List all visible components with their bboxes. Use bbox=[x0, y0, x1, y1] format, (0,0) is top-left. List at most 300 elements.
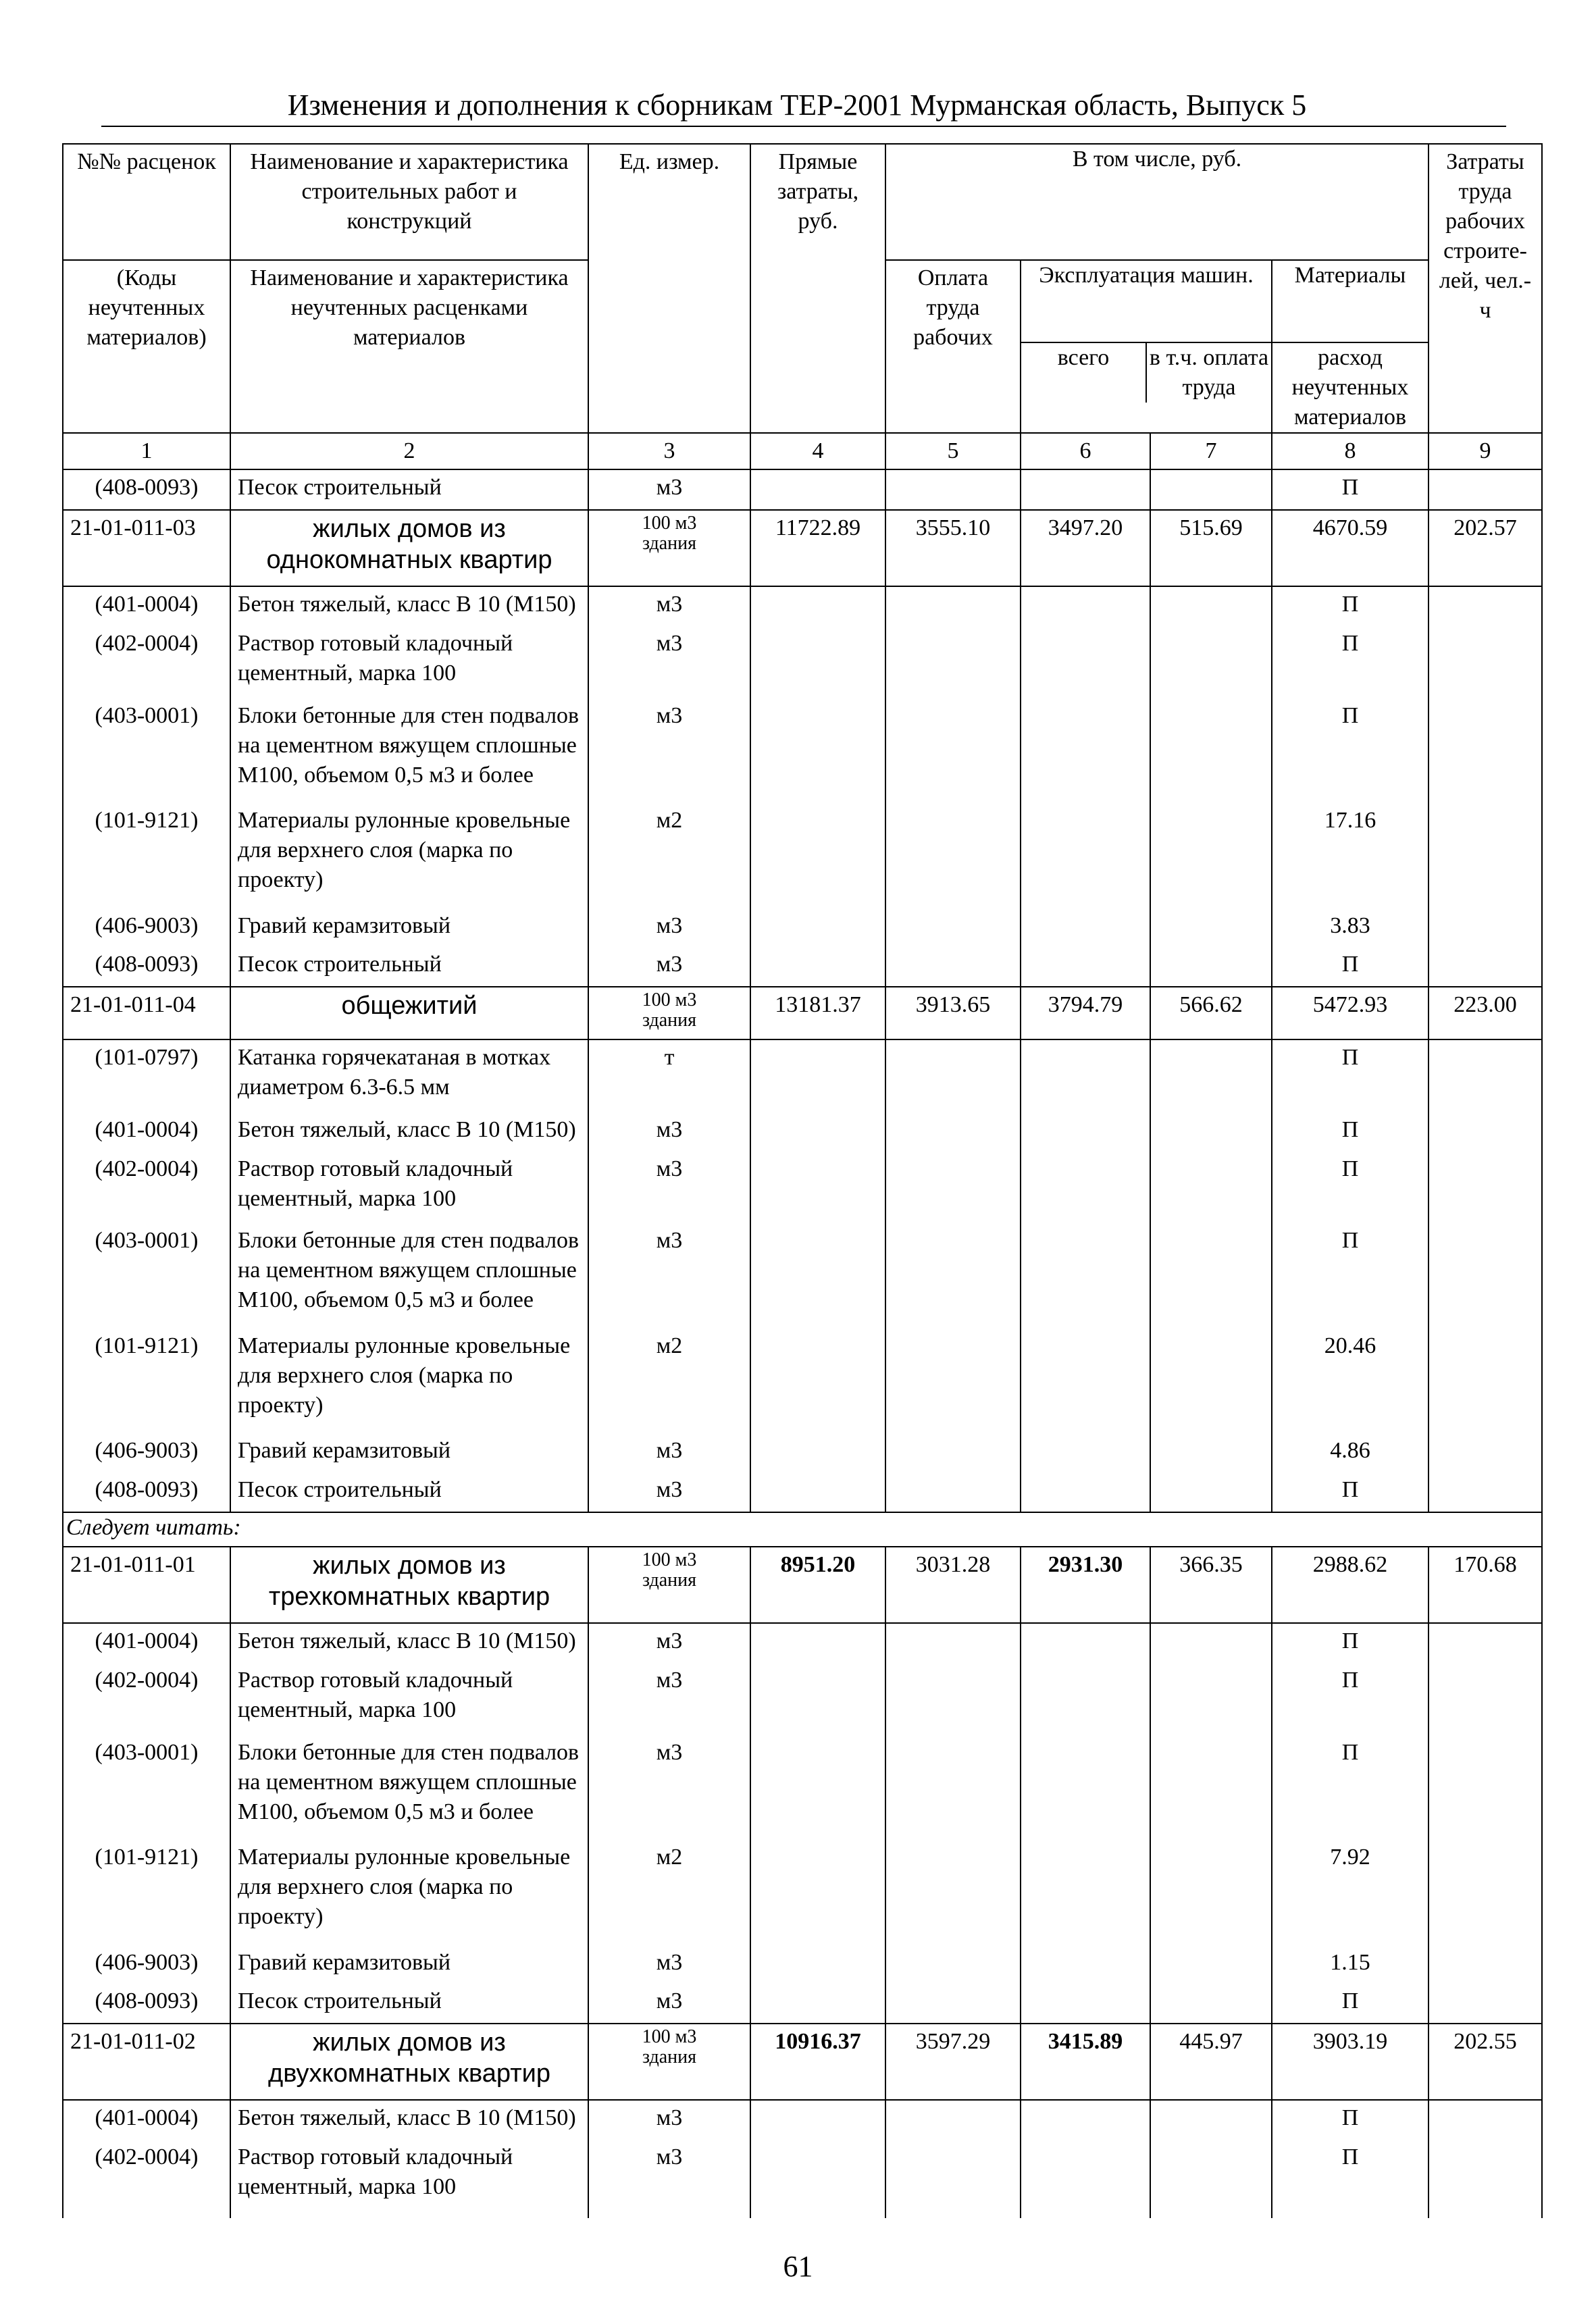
machines-labor-empty bbox=[1150, 2100, 1272, 2140]
column-number: 2 bbox=[230, 433, 588, 469]
machines-total-empty bbox=[1021, 1433, 1150, 1472]
machines-total-empty bbox=[1021, 1152, 1150, 1224]
direct-costs-empty bbox=[750, 626, 885, 698]
material-unit: м3 bbox=[588, 2140, 750, 2212]
rate-unit bbox=[588, 2024, 750, 2100]
machines-labor-empty bbox=[1150, 803, 1272, 908]
column-number: 5 bbox=[885, 433, 1021, 469]
machines-labor-empty bbox=[1150, 1984, 1272, 2024]
labor-hours-empty bbox=[1428, 1039, 1542, 1112]
machines-labor-empty bbox=[1150, 586, 1272, 626]
material-unit: м3 bbox=[588, 1152, 750, 1224]
material-row bbox=[63, 1840, 1542, 1945]
direct-costs-empty bbox=[750, 908, 885, 948]
material-row bbox=[63, 1112, 1542, 1152]
material-code: (401-0004) bbox=[63, 2100, 230, 2140]
labor-pay: 3913.65 bbox=[885, 987, 1021, 1039]
direct-costs-empty bbox=[750, 1223, 885, 1328]
direct-costs-empty bbox=[750, 586, 885, 626]
material-consumption: П bbox=[1272, 1472, 1428, 1512]
material-unit: м3 bbox=[588, 1433, 750, 1472]
rates-table bbox=[62, 143, 1543, 2218]
machines-total-empty bbox=[1021, 469, 1150, 510]
labor-pay-empty bbox=[885, 1663, 1021, 1735]
header-material-codes: (Коды неучтенных материалов) bbox=[63, 260, 230, 433]
rate-name bbox=[230, 1547, 588, 1623]
labor-hours-empty bbox=[1428, 803, 1542, 908]
material-consumption: П bbox=[1272, 626, 1428, 698]
material-code: (408-0093) bbox=[63, 1472, 230, 1512]
labor-pay-empty bbox=[885, 1223, 1021, 1328]
column-number: 1 bbox=[63, 433, 230, 469]
material-code: (402-0004) bbox=[63, 2140, 230, 2212]
direct-costs-empty bbox=[750, 1945, 885, 1984]
labor-pay-empty bbox=[885, 1945, 1021, 1984]
labor-pay: 3597.29 bbox=[885, 2024, 1021, 2100]
column-number: 4 bbox=[750, 433, 885, 469]
direct-costs-empty bbox=[750, 1039, 885, 1112]
material-code: (408-0093) bbox=[63, 1984, 230, 2024]
material-unit: м2 bbox=[588, 803, 750, 908]
direct-costs: 10916.37 bbox=[750, 2024, 885, 2100]
material-unit: м2 bbox=[588, 1840, 750, 1945]
machines-total-empty bbox=[1021, 1112, 1150, 1152]
material-consumption: П bbox=[1272, 1623, 1428, 1663]
rate-unit bbox=[588, 987, 750, 1039]
machines-labor: 366.35 bbox=[1150, 1547, 1272, 1623]
machines-labor-empty bbox=[1150, 469, 1272, 510]
machines-total-empty bbox=[1021, 1663, 1150, 1735]
labor-hours-empty bbox=[1428, 2140, 1542, 2212]
material-unit: м2 bbox=[588, 1329, 750, 1433]
material-consumption: П bbox=[1272, 2100, 1428, 2140]
rate-name-text: жилых домов из двухкомнатных квартир bbox=[268, 2028, 550, 2088]
machines-labor-empty bbox=[1150, 1223, 1272, 1328]
machines-total-empty bbox=[1021, 1329, 1150, 1433]
material-code: (101-9121) bbox=[63, 1840, 230, 1945]
machines-labor-empty bbox=[1150, 698, 1272, 803]
filler-cell bbox=[885, 2212, 1021, 2218]
labor-hours-empty bbox=[1428, 626, 1542, 698]
header-work-name: Наименование и характеристика строительных работ и конструкций bbox=[230, 144, 588, 260]
column-number: 8 bbox=[1272, 433, 1428, 469]
material-code: (406-9003) bbox=[63, 908, 230, 948]
material-row bbox=[63, 1223, 1542, 1328]
filler-cell bbox=[1428, 2212, 1542, 2218]
machines-labor-empty bbox=[1150, 1840, 1272, 1945]
material-row bbox=[63, 1984, 1542, 2024]
material-unit: м3 bbox=[588, 908, 750, 948]
material-name: Материалы рулонные кровельные для верхнего слоя (марка по проекту) bbox=[230, 803, 588, 908]
material-unit: м3 bbox=[588, 1623, 750, 1663]
material-code: (403-0001) bbox=[63, 698, 230, 803]
material-unit: м3 bbox=[588, 586, 750, 626]
material-code: (402-0004) bbox=[63, 1152, 230, 1224]
material-consumption: П bbox=[1272, 1735, 1428, 1840]
material-consumption: 17.16 bbox=[1272, 803, 1428, 908]
material-name: Бетон тяжелый, класс В 10 (М150) bbox=[230, 1112, 588, 1152]
material-code: (101-9121) bbox=[63, 803, 230, 908]
rate-code bbox=[63, 510, 230, 586]
header-rate-number: №№ расценок bbox=[63, 144, 230, 260]
labor-hours-empty bbox=[1428, 698, 1542, 803]
filler-cell bbox=[588, 2212, 750, 2218]
rate-row bbox=[63, 1547, 1542, 1623]
filler-cell bbox=[230, 2212, 588, 2218]
labor-pay-empty bbox=[885, 1112, 1021, 1152]
header-materials bbox=[1272, 260, 1428, 433]
material-unit: м3 bbox=[588, 1984, 750, 2024]
rate-row bbox=[63, 987, 1542, 1039]
machines-total-empty bbox=[1021, 2140, 1150, 2212]
direct-costs: 13181.37 bbox=[750, 987, 885, 1039]
note-text: Следует читать: bbox=[63, 1512, 1542, 1547]
rate-unit-object: здания bbox=[642, 1010, 697, 1031]
rate-code-text: 21-01-011-03 bbox=[70, 515, 196, 540]
material-row bbox=[63, 1472, 1542, 1512]
material-consumption: П bbox=[1272, 1984, 1428, 2024]
material-consumption: 7.92 bbox=[1272, 1840, 1428, 1945]
labor-hours-empty bbox=[1428, 1152, 1542, 1224]
machines-labor-empty bbox=[1150, 1152, 1272, 1224]
rate-code bbox=[63, 987, 230, 1039]
column-number: 3 bbox=[588, 433, 750, 469]
material-name: Материалы рулонные кровельные для верхнего слоя (марка по проекту) bbox=[230, 1329, 588, 1433]
page-title: Изменения и дополнения к сборникам ТЕР-2001 Мурманская область, Выпуск 5 bbox=[287, 88, 1307, 122]
rate-name bbox=[230, 987, 588, 1039]
machines-total-empty bbox=[1021, 698, 1150, 803]
machines-labor: 445.97 bbox=[1150, 2024, 1272, 2100]
header-machines-sub bbox=[1021, 342, 1271, 403]
material-unit: м3 bbox=[588, 626, 750, 698]
material-unit: м3 bbox=[588, 1472, 750, 1512]
material-unit: м3 bbox=[588, 698, 750, 803]
material-consumption: 1.15 bbox=[1272, 1945, 1428, 1984]
material-consumption: П bbox=[1272, 1223, 1428, 1328]
rate-row bbox=[63, 510, 1542, 586]
material-name: Песок строительный bbox=[230, 469, 588, 510]
direct-costs-empty bbox=[750, 1840, 885, 1945]
material-name: Катанка горячекатаная в мотках диаметром 6.3-6.5 мм bbox=[230, 1039, 588, 1112]
machines-total-empty bbox=[1021, 1623, 1150, 1663]
direct-costs-empty bbox=[750, 1152, 885, 1224]
material-name: Бетон тяжелый, класс В 10 (М150) bbox=[230, 586, 588, 626]
direct-costs-empty bbox=[750, 2140, 885, 2212]
rate-name bbox=[230, 2024, 588, 2100]
labor-pay-empty bbox=[885, 1735, 1021, 1840]
machines-total-empty bbox=[1021, 2100, 1150, 2140]
material-name: Гравий керамзитовый bbox=[230, 1945, 588, 1984]
labor-hours: 202.57 bbox=[1428, 510, 1542, 586]
labor-pay-empty bbox=[885, 586, 1021, 626]
material-row bbox=[63, 1663, 1542, 1735]
machines-labor-empty bbox=[1150, 908, 1272, 948]
machines-total-empty bbox=[1021, 1945, 1150, 1984]
header-materials-consumption: расход неучтенных материалов bbox=[1272, 342, 1428, 432]
rate-code-text: 21-01-011-02 bbox=[70, 2029, 196, 2055]
material-row bbox=[63, 1433, 1542, 1472]
material-consumption: П bbox=[1272, 2140, 1428, 2212]
rate-unit bbox=[588, 1547, 750, 1623]
material-code: (101-9121) bbox=[63, 1329, 230, 1433]
direct-costs-empty bbox=[750, 803, 885, 908]
material-consumption: П bbox=[1272, 1112, 1428, 1152]
labor-pay-empty bbox=[885, 908, 1021, 948]
labor-pay-empty bbox=[885, 1623, 1021, 1663]
material-code: (408-0093) bbox=[63, 947, 230, 987]
material-code: (403-0001) bbox=[63, 1735, 230, 1840]
labor-pay-empty bbox=[885, 626, 1021, 698]
machines-labor: 515.69 bbox=[1150, 510, 1272, 586]
labor-hours-empty bbox=[1428, 1840, 1542, 1945]
machines-total-empty bbox=[1021, 1840, 1150, 1945]
header-materials-title: Материалы bbox=[1294, 263, 1406, 288]
material-name: Гравий керамзитовый bbox=[230, 1433, 588, 1472]
labor-pay-empty bbox=[885, 1039, 1021, 1112]
labor-pay-empty bbox=[885, 947, 1021, 987]
material-code: (403-0001) bbox=[63, 1223, 230, 1328]
column-number: 7 bbox=[1150, 433, 1272, 469]
machines-labor-empty bbox=[1150, 1039, 1272, 1112]
machines-total: 3794.79 bbox=[1021, 987, 1150, 1039]
labor-pay-empty bbox=[885, 803, 1021, 908]
rate-row bbox=[63, 2024, 1542, 2100]
rate-unit-value: 100 м3 bbox=[642, 989, 697, 1011]
filler-cell bbox=[1272, 2212, 1428, 2218]
direct-costs: 8951.20 bbox=[750, 1547, 885, 1623]
rate-code-text: 21-01-011-01 bbox=[70, 1551, 196, 1577]
header-group: В том числе, руб. bbox=[885, 144, 1428, 260]
rate-code-text: 21-01-011-04 bbox=[70, 992, 196, 1018]
machines-total-empty bbox=[1021, 803, 1150, 908]
machines-total-empty bbox=[1021, 1472, 1150, 1512]
labor-hours-empty bbox=[1428, 1223, 1542, 1328]
material-consumption: П bbox=[1272, 947, 1428, 987]
machines-labor-empty bbox=[1150, 1329, 1272, 1433]
labor-pay-empty bbox=[885, 698, 1021, 803]
material-name: Бетон тяжелый, класс В 10 (М150) bbox=[230, 2100, 588, 2140]
rate-name-text: жилых домов из трехкомнатных квартир bbox=[268, 1551, 550, 1611]
table-filler-row bbox=[63, 2212, 1542, 2218]
material-name: Материалы рулонные кровельные для верхнего слоя (марка по проекту) bbox=[230, 1840, 588, 1945]
machines-labor-empty bbox=[1150, 1472, 1272, 1512]
labor-hours-empty bbox=[1428, 1329, 1542, 1433]
direct-costs-empty bbox=[750, 1984, 885, 2024]
labor-pay: 3555.10 bbox=[885, 510, 1021, 586]
labor-hours: 202.55 bbox=[1428, 2024, 1542, 2100]
header-machines bbox=[1021, 260, 1272, 433]
material-consumption: 4.86 bbox=[1272, 1433, 1428, 1472]
column-numbers-row bbox=[63, 433, 1542, 469]
direct-costs-empty bbox=[750, 1663, 885, 1735]
machines-total: 2931.30 bbox=[1021, 1547, 1150, 1623]
material-row bbox=[63, 586, 1542, 626]
material-code: (101-0797) bbox=[63, 1039, 230, 1112]
material-code: (401-0004) bbox=[63, 1112, 230, 1152]
material-consumption: 3.83 bbox=[1272, 908, 1428, 948]
rate-unit-value: 100 м3 bbox=[642, 512, 697, 534]
machines-total-empty bbox=[1021, 1984, 1150, 2024]
material-consumption: П bbox=[1272, 586, 1428, 626]
material-name: Раствор готовый кладочный цементный, марка 100 bbox=[230, 2140, 588, 2212]
labor-hours-empty bbox=[1428, 1945, 1542, 1984]
labor-pay-empty bbox=[885, 1984, 1021, 2024]
material-consumption: П bbox=[1272, 1663, 1428, 1735]
rate-unit-object: здания bbox=[642, 1569, 697, 1591]
labor-pay-empty bbox=[885, 1433, 1021, 1472]
header-machines-labor: в т.ч. оплата труда bbox=[1149, 345, 1269, 400]
material-name: Песок строительный bbox=[230, 947, 588, 987]
machines-total: 3415.89 bbox=[1021, 2024, 1150, 2100]
rate-unit-object: здания bbox=[642, 532, 697, 554]
header-direct-costs: Прямые затраты, руб. bbox=[750, 144, 885, 433]
material-name: Песок строительный bbox=[230, 1472, 588, 1512]
material-consumption: П bbox=[1272, 1039, 1428, 1112]
header-machines-total: всего bbox=[1021, 343, 1147, 403]
material-code: (401-0004) bbox=[63, 586, 230, 626]
material-code: (406-9003) bbox=[63, 1433, 230, 1472]
labor-hours: 170.68 bbox=[1428, 1547, 1542, 1623]
labor-pay-empty bbox=[885, 1152, 1021, 1224]
filler-cell bbox=[750, 2212, 885, 2218]
labor-hours: 223.00 bbox=[1428, 987, 1542, 1039]
labor-hours-empty bbox=[1428, 1623, 1542, 1663]
rate-name-text: общежитий bbox=[341, 992, 478, 1021]
material-row bbox=[63, 1945, 1542, 1984]
labor-hours-empty bbox=[1428, 1472, 1542, 1512]
labor-pay-empty bbox=[885, 1329, 1021, 1433]
labor-pay-empty bbox=[885, 2140, 1021, 2212]
page-number: 61 bbox=[783, 2250, 813, 2283]
machines-total: 3497.20 bbox=[1021, 510, 1150, 586]
material-name: Раствор готовый кладочный цементный, марка 100 bbox=[230, 1152, 588, 1224]
labor-pay-empty bbox=[885, 469, 1021, 510]
material-row bbox=[63, 947, 1542, 987]
machines-labor-empty bbox=[1150, 2140, 1272, 2212]
labor-hours-empty bbox=[1428, 947, 1542, 987]
filler-cell bbox=[1150, 2212, 1272, 2218]
machines-total-empty bbox=[1021, 626, 1150, 698]
material-name: Раствор готовый кладочный цементный, марка 100 bbox=[230, 626, 588, 698]
machines-total-empty bbox=[1021, 1039, 1150, 1112]
material-row bbox=[63, 698, 1542, 803]
machines-total-empty bbox=[1021, 908, 1150, 948]
labor-hours-empty bbox=[1428, 1433, 1542, 1472]
labor-hours-empty bbox=[1428, 1112, 1542, 1152]
table-body bbox=[63, 144, 1542, 2218]
machines-total-empty bbox=[1021, 1223, 1150, 1328]
material-code: (406-9003) bbox=[63, 1945, 230, 1984]
labor-pay: 3031.28 bbox=[885, 1547, 1021, 1623]
material-row bbox=[63, 2100, 1542, 2140]
machines-total-empty bbox=[1021, 947, 1150, 987]
material-row bbox=[63, 1735, 1542, 1840]
material-consumption: П bbox=[1272, 1152, 1428, 1224]
labor-hours-empty bbox=[1428, 586, 1542, 626]
labor-pay-empty bbox=[885, 1840, 1021, 1945]
column-number: 9 bbox=[1428, 433, 1542, 469]
labor-hours-empty bbox=[1428, 908, 1542, 948]
material-code: (401-0004) bbox=[63, 1623, 230, 1663]
direct-costs-empty bbox=[750, 1329, 885, 1433]
direct-costs-empty bbox=[750, 1433, 885, 1472]
rate-unit bbox=[588, 510, 750, 586]
direct-costs-empty bbox=[750, 1472, 885, 1512]
filler-cell bbox=[63, 2212, 230, 2218]
material-unit: м3 bbox=[588, 1945, 750, 1984]
material-row bbox=[63, 469, 1542, 510]
material-row bbox=[63, 1329, 1542, 1433]
labor-hours-empty bbox=[1428, 1735, 1542, 1840]
filler-cell bbox=[1021, 2212, 1150, 2218]
labor-pay-empty bbox=[885, 1472, 1021, 1512]
machines-labor-empty bbox=[1150, 1663, 1272, 1735]
direct-costs-empty bbox=[750, 2100, 885, 2140]
material-name: Бетон тяжелый, класс В 10 (М150) bbox=[230, 1623, 588, 1663]
machines-labor-empty bbox=[1150, 947, 1272, 987]
material-code: (402-0004) bbox=[63, 1663, 230, 1735]
materials-cost: 5472.93 bbox=[1272, 987, 1428, 1039]
column-number: 6 bbox=[1021, 433, 1150, 469]
material-code: (408-0093) bbox=[63, 469, 230, 510]
material-name: Раствор готовый кладочный цементный, марка 100 bbox=[230, 1663, 588, 1735]
rate-code bbox=[63, 2024, 230, 2100]
material-consumption: П bbox=[1272, 469, 1428, 510]
material-row bbox=[63, 1623, 1542, 1663]
material-unit: м3 bbox=[588, 1223, 750, 1328]
direct-costs-empty bbox=[750, 947, 885, 987]
header-labor-pay: Оплата труда рабочих bbox=[885, 260, 1021, 433]
rate-unit-value: 100 м3 bbox=[642, 1549, 697, 1570]
direct-costs-empty bbox=[750, 1623, 885, 1663]
machines-labor-empty bbox=[1150, 626, 1272, 698]
material-name: Блоки бетонные для стен подвалов на цементном вяжущем сплошные М100, объемом 0,5 м3 и более bbox=[230, 1223, 588, 1328]
material-unit: м3 bbox=[588, 469, 750, 510]
labor-hours-empty bbox=[1428, 2100, 1542, 2140]
direct-costs-empty bbox=[750, 469, 885, 510]
machines-labor-empty bbox=[1150, 1623, 1272, 1663]
material-name: Блоки бетонные для стен подвалов на цементном вяжущем сплошные М100, объемом 0,5 м3 и более bbox=[230, 1735, 588, 1840]
header-machines-title: Эксплуатация машин. bbox=[1039, 263, 1254, 288]
labor-pay-empty bbox=[885, 2100, 1021, 2140]
direct-costs-empty bbox=[750, 698, 885, 803]
material-name: Песок строительный bbox=[230, 1984, 588, 2024]
machines-total-empty bbox=[1021, 586, 1150, 626]
rate-unit-object: здания bbox=[642, 2047, 697, 2068]
machines-labor-empty bbox=[1150, 1735, 1272, 1840]
material-unit: м3 bbox=[588, 1112, 750, 1152]
material-name: Гравий керамзитовый bbox=[230, 908, 588, 948]
machines-labor-empty bbox=[1150, 1945, 1272, 1984]
header-unit: Ед. измер. bbox=[588, 144, 750, 433]
materials-cost: 2988.62 bbox=[1272, 1547, 1428, 1623]
rate-code bbox=[63, 1547, 230, 1623]
material-consumption: 20.46 bbox=[1272, 1329, 1428, 1433]
material-row bbox=[63, 1152, 1542, 1224]
direct-costs-empty bbox=[750, 1112, 885, 1152]
title-rule bbox=[101, 126, 1506, 127]
materials-cost: 3903.19 bbox=[1272, 2024, 1428, 2100]
materials-cost: 4670.59 bbox=[1272, 510, 1428, 586]
machines-labor-empty bbox=[1150, 1112, 1272, 1152]
material-unit: м3 bbox=[588, 2100, 750, 2140]
direct-costs: 11722.89 bbox=[750, 510, 885, 586]
material-row bbox=[63, 803, 1542, 908]
header-material-name: Наименование и характеристика неучтенных расценками материалов bbox=[230, 260, 588, 433]
material-consumption: П bbox=[1272, 698, 1428, 803]
machines-labor: 566.62 bbox=[1150, 987, 1272, 1039]
labor-hours-empty bbox=[1428, 469, 1542, 510]
